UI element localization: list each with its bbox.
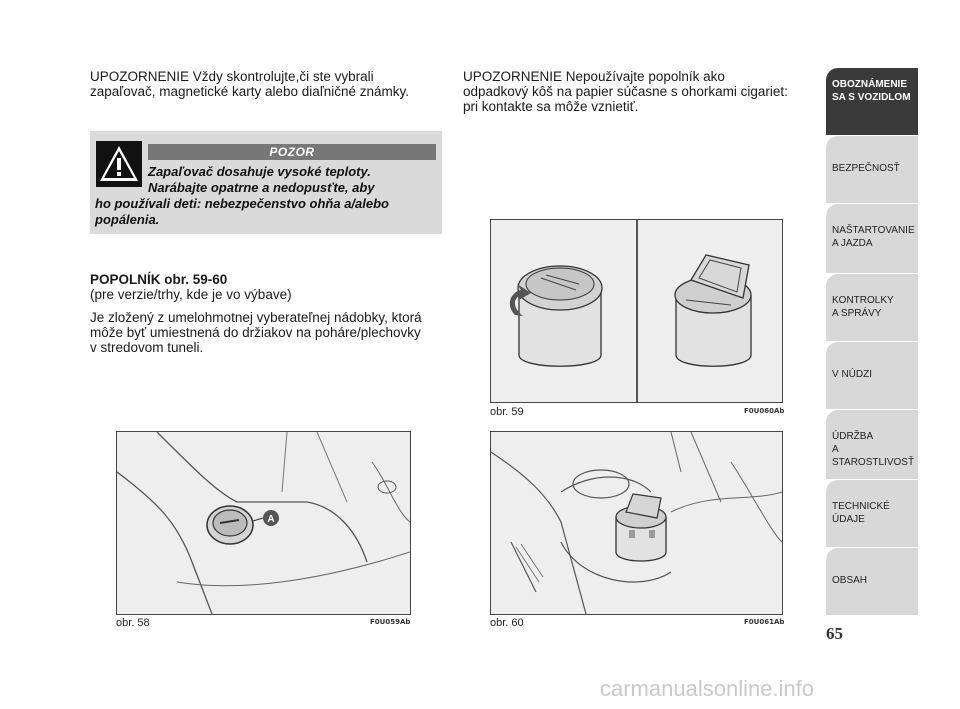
figure-59-code: F0U060Ab — [744, 407, 785, 415]
tab-label-line2: A STAROSTLIVOSŤ — [832, 444, 915, 468]
figure-59-caption: obr. 59 — [490, 406, 524, 418]
tab-label-line1: OBOZNÁMENIE — [832, 79, 907, 90]
section-heading: POPOLNÍK obr. 59-60 — [90, 272, 228, 287]
tab-label-line1: V NÚDZI — [832, 369, 872, 380]
tab-label-line1: OBSAH — [832, 575, 868, 586]
figure-58-image — [116, 431, 411, 615]
figure-59-image — [490, 219, 783, 403]
note-1 — [90, 69, 409, 99]
warning-line-3: ho používali deti: nebezpečenstvo ohňa a/alebo — [95, 196, 389, 211]
note-1-line2: zapaľovač, magnetické karty alebo diaľničné známky. — [90, 84, 410, 99]
figure-60-code: F0U061Ab — [744, 618, 785, 626]
section-body-line3: v stredovom tuneli. — [90, 340, 204, 355]
note-2-line3: pri kontakte sa môže vznietiť. — [463, 99, 639, 114]
page-number: 65 — [826, 624, 843, 643]
warning-line-2: Narábajte opatrne a nedopusťte, aby — [148, 180, 375, 195]
warning-triangle-icon — [96, 141, 142, 187]
tab-label-line1: NAŠTARTOVANIE — [832, 225, 915, 236]
warning-line-1: Zapaľovač dosahuje vysoké teploty. — [148, 164, 371, 179]
note-2-line1: Nepoužívajte popolník ako — [562, 69, 725, 84]
tab-label-line1: TECHNICKÉ — [832, 501, 890, 512]
callout-a-label: A — [267, 514, 275, 525]
sidebar-tab-kontrolky[interactable] — [826, 274, 918, 342]
tab-label-line2: A SPRÁVY — [832, 308, 882, 319]
note-1-label: UPOZORNENIE — [90, 69, 190, 84]
sidebar-tab-nastartovanie[interactable] — [826, 204, 918, 274]
section-body-line1: Je zložený z umelohmotnej vyberateľnej nádobky, ktorá — [90, 310, 422, 325]
note-2 — [463, 69, 788, 114]
note-2-label: UPOZORNENIE — [463, 69, 563, 84]
sidebar-tab-oboznamenie[interactable] — [826, 68, 918, 136]
tab-label-line1: KONTROLKY — [832, 295, 894, 306]
figure-58-caption: obr. 58 — [116, 617, 150, 629]
figure-60-caption: obr. 60 — [490, 617, 524, 629]
section-body-line2: môže byť umiestnená do držiakov na poháre/plechovky — [90, 325, 421, 340]
section-subheading: (pre verzie/trhy, kde je vo výbave) — [90, 287, 292, 302]
tab-label-line2: A JAZDA — [832, 238, 873, 249]
note-2-line2: odpadkový kôš na papier súčasne s ohorkami cigariet: — [463, 84, 788, 99]
section-block — [90, 272, 422, 355]
sidebar-tab-bezpecnost[interactable] — [826, 136, 918, 204]
sidebar-tab-v-nudzi[interactable] — [826, 342, 918, 410]
figure-58-code: F0U059Ab — [370, 618, 411, 626]
note-1-line1: Vždy skontrolujte,či ste vybrali — [189, 69, 374, 84]
tab-label-line2: ÚDAJE — [832, 514, 865, 525]
sidebar-tab-obsah[interactable] — [826, 548, 918, 616]
watermark: carmanualsonline.info — [600, 676, 815, 701]
tab-label-line2: SA S VOZIDLOM — [832, 92, 911, 103]
warning-title: POZOR — [148, 144, 436, 160]
sidebar-tab-udrzba[interactable] — [826, 410, 918, 480]
sidebar-tab-technicke-udaje[interactable] — [826, 480, 918, 548]
tab-label-line1: BEZPEČNOSŤ — [832, 163, 900, 174]
figure-60-image — [490, 431, 783, 615]
tab-label-line1: ÚDRŽBA — [832, 431, 874, 442]
warning-line-4: popálenia. — [95, 212, 160, 227]
